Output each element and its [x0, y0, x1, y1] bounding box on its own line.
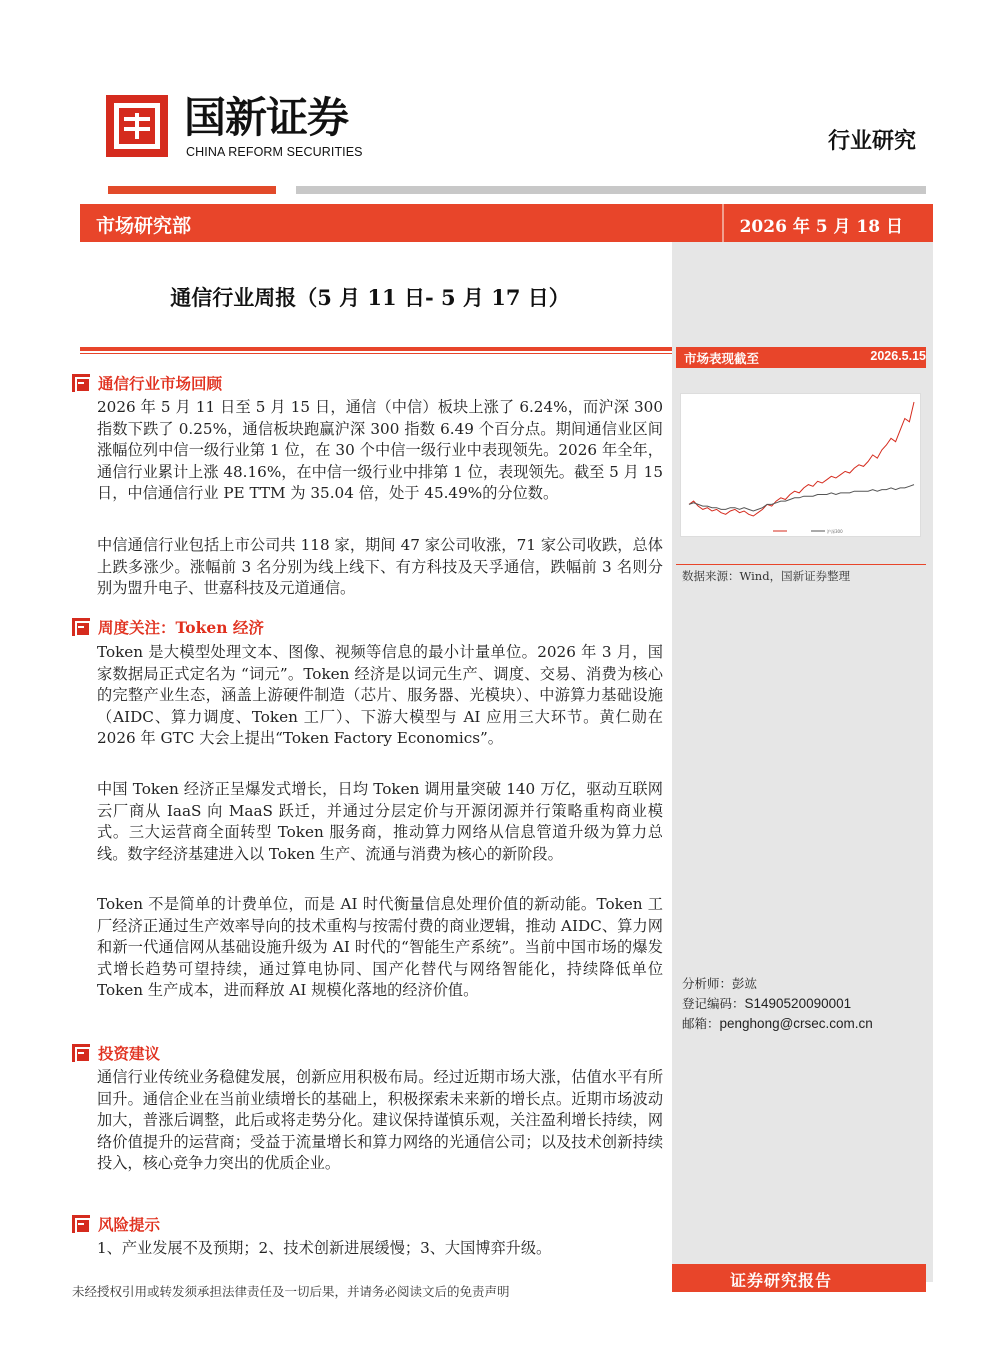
logo-text-en: CHINA REFORM SECURITIES: [186, 145, 363, 159]
analyst-email: 邮箱：penghong@crsec.com.cn: [682, 1016, 873, 1031]
title-rule: [80, 347, 672, 351]
series-line-1: [689, 485, 914, 511]
department-bar: [80, 204, 933, 242]
email-address[interactable]: penghong@crsec.com.cn: [719, 1016, 873, 1031]
paragraph: 中国 Token 经济正呈爆发式增长，日均 Token 调用量突破 140 万亿，驱动互联网云厂商从 IaaS 向 MaaS 跃迁，并通过分层定价与开源闭源并行策略重构商业模式。三大运营商全面转型 Token 服务商，推动算力网络从信息管道升级为算力总线。数字经济基建进入以 Token 生产、流通与消费为核心的新阶段。: [97, 780, 663, 863]
market-performance-header: [676, 347, 926, 368]
section-bullet-icon: [72, 1044, 90, 1062]
sidebar-rule: [676, 564, 926, 565]
section-header-investment-advice: [72, 1042, 160, 1064]
title-rule-thin: [80, 353, 672, 354]
company-logo: [106, 95, 376, 165]
logo-text-cn: 国新证券: [184, 93, 349, 142]
paragraph: 1、产业发展不及预期；2、技术创新进展缓慢；3、大国博弈升级。: [97, 1239, 552, 1257]
paragraph: Token 是大模型处理文本、图像、视频等信息的最小计量单位。2026 年 3 月，国家数据局正式定名为 “词元”。Token 经济是以词元生产、调度、交易、消费为核心的完整产业生态，涵盖上游硬件制造（芯片、服务器、光模块）、中游算力基础设施（AIDC、算力调度、Token 工厂）、下游大模型与 AI 应用三大环节。黄仁勋在 2026 年 GTC 大会上提出“Token Factory Economics”。: [97, 643, 663, 748]
footer-report-label-text: 证券研究报告: [730, 1271, 833, 1290]
market-chart-svg: [681, 394, 922, 538]
section-bullet-icon: [72, 374, 90, 392]
market-performance-date: 2026.5.15: [870, 349, 926, 363]
series-line-0: [689, 402, 914, 516]
market-performance-label: 市场表现截至: [684, 351, 760, 366]
department-bar-separator: [722, 204, 724, 242]
market-chart: [680, 393, 921, 537]
paragraph: 2026 年 5 月 11 日至 5 月 15 日，通信（中信）板块上涨了 6.24%，而沪深 300 指数下跌了 0.25%，通信板块跑赢沪深 300 指数 6.49 个百分点。期间通信业区间涨幅位列中信一级行业第 1 位，在 30 个中信一级行业中表现领先。2026 年全年，通信行业累计上涨 48.16%，在中信一级行业中排第 1 位，表现领先。截至 5 月 15 日，中信通信行业 PE TTM 为 35.04 倍，处于 45.49%的分位数。: [97, 398, 663, 503]
analyst-registration: 登记编码：S1490520090001: [682, 996, 852, 1011]
section-header-market-review: [72, 372, 222, 394]
analyst-name: 分析师：彭竑: [682, 976, 758, 991]
section-bullet-icon: [72, 1215, 90, 1233]
paragraph: 通信行业传统业务稳健发展，创新应用积极布局。经过近期市场大涨，估值水平有所回升。通信企业在当前业绩增长的基础上，积极探索未来新的增长点。近期市场波动加大，普涨后调整，此后或将走势分化。建议保持谨慎乐观，关注盈利增长持续，网络价值提升的运营商；受益于流量增长和算力网络的光通信公司；以及技术创新持续投入，核心竞争力突出的优质企业。: [97, 1068, 663, 1173]
registration-code: S1490520090001: [744, 996, 852, 1011]
section-title: 风险提示: [98, 1215, 161, 1234]
section-bullet-icon: [72, 618, 90, 636]
report-date: 2026 年 5 月 18 日: [739, 217, 903, 237]
chart-source: 数据来源：Wind，国新证券整理: [682, 569, 851, 583]
section-title: 通信行业市场回顾: [98, 374, 223, 393]
analyst-info: [682, 974, 873, 1034]
logo-mark-icon: [106, 95, 168, 157]
footer-disclaimer: 未经授权引用或转发须承担法律责任及一切后果，并请务必阅读文后的免责声明: [72, 1284, 510, 1299]
header-divider-red: [108, 186, 276, 194]
report-title: 通信行业周报（5 月 11 日- 5 月 17 日）: [170, 285, 570, 310]
section-title: 周度关注：Token 经济: [98, 618, 264, 637]
legend-label-1: 沪深300: [827, 529, 843, 534]
section-header-risk: [72, 1213, 160, 1235]
footer-report-label: [672, 1264, 926, 1292]
section-header-token-economy: [72, 616, 264, 638]
paragraph: 中信通信行业包括上市公司共 118 家，期间 47 家公司收涨，71 家公司收跌，总体上跌多涨少。涨幅前 3 名分别为线上线下、有方科技及天孚通信，跌幅前 3 名则分别为盟升电子、世嘉科技及元道通信。: [97, 536, 663, 598]
department-name: 市场研究部: [96, 215, 192, 237]
section-title: 投资建议: [98, 1044, 161, 1063]
header-divider-gray: [296, 186, 926, 194]
report-type: 行业研究: [827, 128, 916, 154]
paragraph: Token 不是简单的计费单位，而是 AI 时代衡量信息处理价值的新动能。Token 工厂经济正通过生产效率导向的技术重构与按需付费的商业逻辑，推动 AIDC、算力网和新一代通信网从基础设施升级为 AI 时代的“智能生产系统”。当前中国市场的爆发式增长趋势可望持续，通过算电协同、国产化替代与网络智能化，持续降低单位 Token 生产成本，进而释放 AI 规模化落地的经济价值。: [97, 895, 663, 1000]
